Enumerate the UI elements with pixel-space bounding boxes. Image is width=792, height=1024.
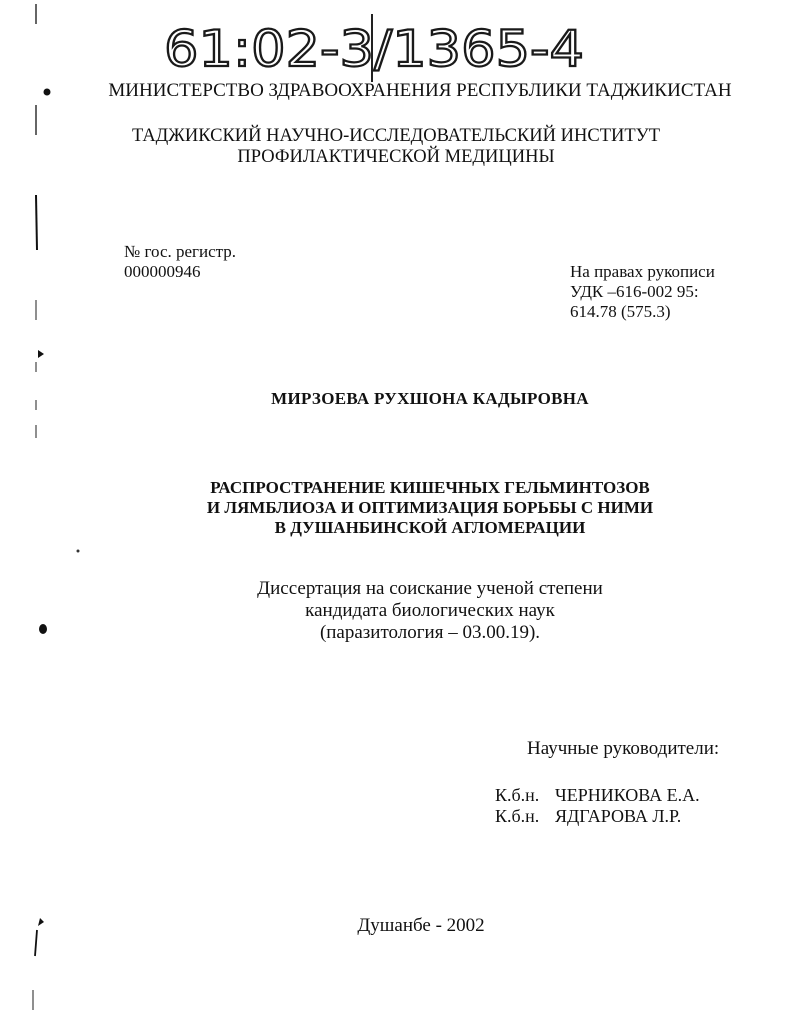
supervisor-row	[495, 784, 700, 806]
udk-code-line1: УДК –616-002 95:	[570, 282, 699, 301]
handwritten-catalog-number	[160, 8, 590, 80]
author-name: МИРЗОЕВА РУХШОНА КАДЫРОВНА	[271, 389, 589, 408]
margin-mark	[38, 350, 44, 358]
degree-statement-line2: кандидата биологических наук	[305, 600, 555, 621]
institute-name-line1: ТАДЖИКСКИЙ НАУЧНО-ИССЛЕДОВАТЕЛЬСКИЙ ИНСТИТУТ	[131, 126, 661, 146]
dissertation-title-line1: РАСПРОСТРАНЕНИЕ КИШЕЧНЫХ ГЕЛЬМИНТОЗОВ	[210, 478, 650, 497]
handwritten-number-text: 61:02-3/1365-4	[164, 20, 584, 78]
registration-number: 000000946	[124, 262, 201, 281]
supervisor-degree: К.б.н.	[495, 806, 540, 826]
manuscript-rights: На правах рукописи	[570, 262, 715, 281]
registration-label: № гос. регистр.	[124, 242, 237, 261]
ministry-heading: МИНИСТЕРСТВО ЗДРАВООХРАНЕНИЯ РЕСПУБЛИКИ ТАДЖИКИСТАН	[108, 80, 732, 101]
supervisor-degree: К.б.н.	[495, 785, 540, 805]
degree-statement-line3: (паразитология – 03.00.19).	[319, 622, 541, 643]
degree-statement-line1: Диссертация на соискание ученой степени	[257, 578, 603, 599]
dissertation-title-line3: В ДУШАНБИНСКОЙ АГЛОМЕРАЦИИ	[274, 518, 586, 537]
supervisor-name: ЯДГАРОВА Л.Р.	[555, 806, 682, 826]
institute-name-line2: ПРОФИЛАКТИЧЕСКОЙ МЕДИЦИНЫ	[237, 147, 555, 167]
stray-dot	[77, 550, 80, 553]
udk-code-line2: 614.78 (575.3)	[570, 302, 671, 321]
supervisors-heading: Научные руководители:	[527, 738, 720, 759]
supervisor-name: ЧЕРНИКОВА Е.А.	[555, 785, 700, 805]
city-and-year: Душанбе - 2002	[357, 915, 485, 936]
supervisor-row	[495, 805, 681, 827]
margin-line	[36, 195, 37, 250]
dissertation-title-line2: И ЛЯМБЛИОЗА И ОПТИМИЗАЦИЯ БОРЬБЫ С НИМИ	[206, 498, 654, 517]
